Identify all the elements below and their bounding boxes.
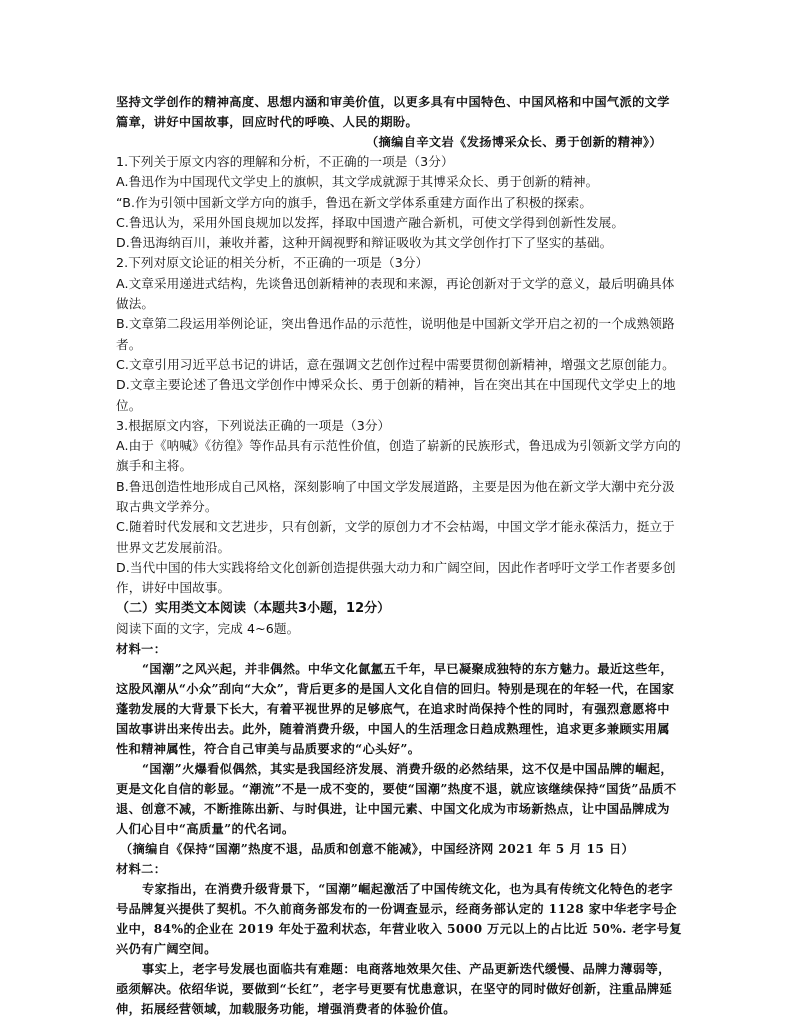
exam-page bbox=[116, 92, 682, 1019]
question-stem: 2.下列对原文论证的相关分析，不正确的一项是（3分） bbox=[116, 255, 429, 271]
answer-option: B.文章第二段运用举例论证，突出鲁迅作品的示范性，说明他是中国新文学开启之初的一个成熟领路者。 bbox=[116, 316, 675, 352]
material-paragraph: 事实上，老字号发展也面临共有难题：电商落地效果欠佳、产品更新迭代缓慢、品牌力薄弱等，亟须解决。依绍华说，要做到“长红”，老字号更要有忧患意识，在坚守的同时做好创新，注重品牌延伸，拓展经营领域，加载服务功能，增强消费者的体验价值。 bbox=[116, 961, 673, 1016]
material-paragraph: “国潮”之风兴起，并非偶然。中华文化氤氲五千年，早已凝聚成独特的东方魅力。最近这些年，这股风潮从“小众”刮向“大众”，背后更多的是国人文化自信的回归。特别是现在的年轻一代，在国家蓬勃发展的大背景下长大，有着平视世界的足够底气，在追求时尚保持个性的同时，有强烈意愿将中国故事讲出来传出去。此外，随着消费升级，中国人的生活理念日趋成熟理性，追求更多兼顾实用属性和精神属性，符合自己审美与品质要求的“心头好”。 bbox=[116, 661, 675, 756]
section-heading: （二）实用类文本阅读（本题共3小题，12分） bbox=[116, 600, 391, 616]
answer-option: C.文章引用习近平总书记的讲话，意在强调文艺创作过程中需要贯彻创新精神，增强文艺原创能力。 bbox=[116, 356, 675, 372]
material-paragraph: “国潮”火爆看似偶然，其实是我国经济发展、消费升级的必然结果，这不仅是中国品牌的崛起，更是文化自信的彰显。“潮流”不是一成不变的，要使“国潮”热度不退，就应该继续保持“国货”品质不退、创意不减，不断推陈出新、与时俱进，让中国元素、中国文化成为市场新热点，让中国品牌成为人们心目中“高质量”的代名词。 bbox=[116, 761, 677, 836]
answer-option: B.鲁迅创造性地形成自己风格，深刻影响了中国文学发展道路，主要是因为他在新文学大潮中充分汲取古典文学养分。 bbox=[116, 478, 675, 515]
answer-option: C.鲁迅认为，采用外国良规加以发挥，择取中国遗产融合新机，可使文学得到创新性发展。 bbox=[116, 214, 625, 230]
answer-option: A.由于《呐喊》《彷徨》等作品具有示范性价值，创造了崭新的民族形式，鲁迅成为引领新文学方向的旗手和主将。 bbox=[116, 438, 681, 474]
material-source: （摘编自《保持“国潮”热度不退，品质和创意不能减》，中国经济网 2021 年 5 月 15 日） bbox=[120, 841, 635, 856]
answer-option: A.鲁迅作为中国现代文学史上的旗帜，其文学成就源于其博采众长、勇于创新的精神。 bbox=[116, 174, 599, 190]
question-stem: 3.根据原文内容，下列说法正确的一项是（3分） bbox=[116, 417, 391, 433]
answer-option: D.当代中国的伟大实践将给文化创新创造提供强大动力和广阔空间，因此作者呼吁文学工作者要多创作，讲好中国故事。 bbox=[116, 559, 676, 596]
question-1 bbox=[116, 152, 682, 253]
answer-option: D.鲁迅海纳百川，兼收并蓄，这种开阔视野和辩证吸收为其文学创作打下了坚实的基础。 bbox=[116, 235, 613, 251]
passage-tail-source: （摘编自辛文岩《发扬博采众长、勇于创新的精神》） bbox=[366, 135, 662, 149]
section-instruction: 阅读下面的文字，完成 4~6题。 bbox=[116, 620, 300, 636]
question-3 bbox=[116, 416, 682, 599]
passage-tail-text: 坚持文学创作的精神高度、思想内涵和审美价值，以更多具有中国特色、中国风格和中国气派的文学篇章，讲好中国故事，回应时代的呼唤、人民的期盼。 bbox=[116, 95, 670, 129]
material-label: 材料二： bbox=[116, 861, 167, 876]
question-stem: 1.下列关于原文内容的理解和分析，不正确的一项是（3分） bbox=[116, 154, 454, 169]
material-1 bbox=[116, 639, 682, 859]
material-paragraph: 专家指出，在消费升级背景下，“国潮”崛起激活了中国传统文化，也为具有传统文化特色的老字号品牌复兴提供了契机。不久前商务部发布的一份调查显示，经商务部认定的 1128 家中华老字号企业中，84%的企业在 2019 年处于盈利状态，年营业收入 5000 万元以上的占比近 50%. 老字号复兴仍有广阔空间。 bbox=[116, 881, 682, 956]
answer-option: A.文章采用递进式结构，先谈鲁迅创新精神的表现和来源，再论创新对于文学的意义，最后明确具体做法。 bbox=[116, 275, 675, 312]
answer-option: C.随着时代发展和文艺进步，只有创新，文学的原创力才不会枯竭，中国文学才能永葆活力，挺立于世界文艺发展前沿。 bbox=[116, 519, 675, 555]
answer-option: “B.作为引领中国新文学方向的旗手，鲁迅在新文学体系重建方面作出了积极的探索。 bbox=[116, 194, 593, 210]
answer-option: D.文章主要论述了鲁迅文学创作中博采众长、勇于创新的精神，旨在突出其在中国现代文学史上的地位。 bbox=[116, 377, 676, 413]
question-2 bbox=[116, 253, 682, 415]
material-label: 材料一： bbox=[116, 641, 167, 656]
material-2 bbox=[116, 859, 682, 1019]
